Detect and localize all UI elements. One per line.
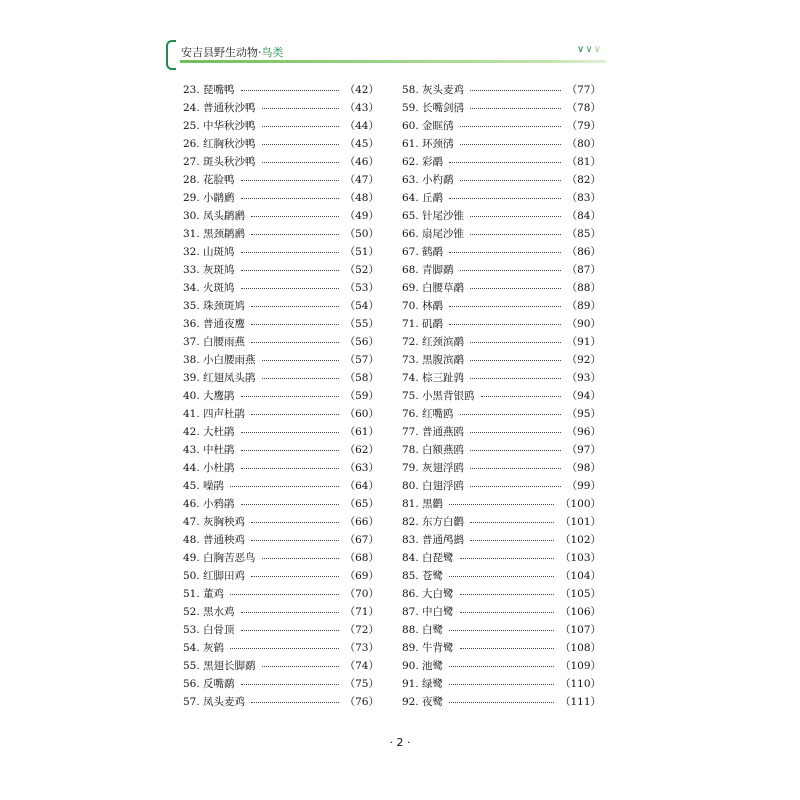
header-category: 鸟类 <box>261 46 284 59</box>
dot-leader <box>251 702 339 703</box>
toc-entry-title: 29. 小䴙䴘 <box>183 191 235 204</box>
toc-entry-title: 64. 丘鹬 <box>402 191 444 204</box>
toc-entry-title: 79. 灰翅浮鸥 <box>402 461 465 474</box>
header-chevrons <box>577 44 602 55</box>
toc-entry-page: （54） <box>344 299 379 312</box>
toc-entry-title: 71. 矶鹬 <box>402 317 444 330</box>
toc-entry-page: （107） <box>559 623 601 636</box>
dot-leader <box>470 450 561 451</box>
header-book-title: 安吉县野生动物 <box>181 46 258 59</box>
toc-entry-title: 45. 噪鹃 <box>183 479 225 492</box>
dot-leader <box>470 108 561 109</box>
toc-entry-page: （109） <box>559 659 601 672</box>
dot-leader <box>230 486 339 487</box>
dot-leader <box>460 126 561 127</box>
dot-leader <box>241 432 339 433</box>
toc-entry <box>183 692 379 710</box>
toc-entry-title: 26. 红胸秋沙鸭 <box>183 137 256 150</box>
toc-entry <box>402 260 601 278</box>
toc-entry <box>183 602 379 620</box>
toc-entry-title: 61. 环颈鸻 <box>402 137 454 150</box>
toc-entry-page: （89） <box>566 299 601 312</box>
toc-entry <box>183 116 379 134</box>
toc-entry-page: （80） <box>566 137 601 150</box>
dot-leader <box>262 666 339 667</box>
toc-entry <box>183 656 379 674</box>
toc-entry <box>402 116 601 134</box>
toc-entry <box>183 206 379 224</box>
toc-entry <box>402 422 601 440</box>
toc-column-right <box>402 80 601 710</box>
toc-entry-page: （67） <box>344 533 379 546</box>
toc-entry-title: 83. 普通鸬鹚 <box>402 533 465 546</box>
toc-entry-title: 90. 池鹭 <box>402 659 444 672</box>
toc-entry-title: 78. 白额燕鸥 <box>402 443 465 456</box>
toc-entry-page: （86） <box>566 245 601 258</box>
toc-entry-page: （102） <box>559 533 601 546</box>
toc-entry-title: 89. 牛背鹭 <box>402 641 454 654</box>
toc-entry-title: 36. 普通夜鹰 <box>183 317 246 330</box>
toc-entry-page: （91） <box>566 335 601 348</box>
toc-entry-page: （76） <box>344 695 379 708</box>
toc-entry <box>402 638 601 656</box>
toc-entry-title: 50. 红脚田鸡 <box>183 569 246 582</box>
dot-leader <box>251 342 339 343</box>
dot-leader <box>262 144 339 145</box>
dot-leader <box>470 234 561 235</box>
dot-leader <box>470 432 561 433</box>
toc-entry <box>402 548 601 566</box>
toc-entry-page: （101） <box>559 515 601 528</box>
dot-leader <box>470 540 554 541</box>
dot-leader <box>449 306 561 307</box>
dot-leader <box>470 468 561 469</box>
toc-entry <box>402 98 601 116</box>
toc-entry-page: （66） <box>344 515 379 528</box>
toc-entry-title: 32. 山斑鸠 <box>183 245 235 258</box>
dot-leader <box>251 306 339 307</box>
toc-entry-page: （96） <box>566 425 601 438</box>
toc-entry-page: （110） <box>559 677 601 690</box>
toc-entry <box>183 170 379 188</box>
dot-leader <box>251 540 339 541</box>
toc-entry-page: （90） <box>566 317 601 330</box>
toc-entry-page: （105） <box>559 587 601 600</box>
toc-entry <box>402 80 601 98</box>
toc-entry-page: （75） <box>344 677 379 690</box>
dot-leader <box>251 216 339 217</box>
toc-entry-page: （43） <box>344 101 379 114</box>
dot-leader <box>241 252 339 253</box>
toc-entry-title: 54. 灰鹤 <box>183 641 225 654</box>
dot-leader <box>241 450 339 451</box>
toc-entry-page: （65） <box>344 497 379 510</box>
dot-leader <box>262 162 339 163</box>
toc-entry-page: （46） <box>344 155 379 168</box>
toc-entry-page: （52） <box>344 263 379 276</box>
toc-entry-page: （68） <box>344 551 379 564</box>
toc-entry <box>402 332 601 350</box>
toc-entry-page: （78） <box>566 101 601 114</box>
dot-leader <box>470 378 561 379</box>
dot-leader <box>460 558 554 559</box>
dot-leader <box>460 180 561 181</box>
toc-entry-page: （61） <box>344 425 379 438</box>
toc-entry <box>183 620 379 638</box>
toc-entry <box>402 602 601 620</box>
toc-entry <box>183 98 379 116</box>
toc-entry-page: （83） <box>566 191 601 204</box>
dot-leader <box>449 162 561 163</box>
toc-entry <box>183 494 379 512</box>
header-separator: · <box>258 46 262 59</box>
toc-entry-title: 37. 白腰雨燕 <box>183 335 246 348</box>
toc-entry <box>402 458 601 476</box>
toc-entry-title: 85. 苍鹭 <box>402 569 444 582</box>
dot-leader <box>449 576 554 577</box>
toc-entry <box>402 242 601 260</box>
dot-leader <box>460 648 554 649</box>
toc-entry-title: 74. 棕三趾鹑 <box>402 371 465 384</box>
toc-entry <box>402 476 601 494</box>
dot-leader <box>460 144 561 145</box>
toc-entry-page: （97） <box>566 443 601 456</box>
toc-entry-title: 27. 斑头秋沙鸭 <box>183 155 256 168</box>
toc-entry-page: （95） <box>566 407 601 420</box>
toc-entry-page: （60） <box>344 407 379 420</box>
dot-leader <box>449 702 554 703</box>
toc-entry <box>183 314 379 332</box>
toc-entry-page: （73） <box>344 641 379 654</box>
toc-entry <box>183 566 379 584</box>
toc-entry <box>402 674 601 692</box>
dot-leader <box>251 414 339 415</box>
toc-entry-page: （55） <box>344 317 379 330</box>
toc-entry-title: 59. 长嘴剑鸻 <box>402 101 465 114</box>
toc-entry <box>183 332 379 350</box>
toc-entry <box>183 224 379 242</box>
chevron-down-icon: ∨ <box>585 44 594 55</box>
toc-entry-title: 53. 白骨顶 <box>183 623 235 636</box>
toc-entry-title: 57. 凤头麦鸡 <box>183 695 246 708</box>
toc-entry-title: 28. 花脸鸭 <box>183 173 235 186</box>
toc-entry-title: 76. 红嘴鸥 <box>402 407 454 420</box>
toc-entry <box>402 278 601 296</box>
toc-entry <box>183 242 379 260</box>
toc-entry-page: （108） <box>559 641 601 654</box>
toc-entry-title: 44. 小杜鹃 <box>183 461 235 474</box>
toc-entry <box>183 476 379 494</box>
toc-entry-page: （71） <box>344 605 379 618</box>
dot-leader <box>241 396 339 397</box>
page-number: · 2 · <box>389 736 411 749</box>
toc-entry <box>183 638 379 656</box>
toc-entry-title: 65. 针尾沙锥 <box>402 209 465 222</box>
toc-entry-title: 39. 红翅凤头鹃 <box>183 371 256 384</box>
toc-entry-page: （56） <box>344 335 379 348</box>
toc-entry <box>183 548 379 566</box>
toc-entry-page: （63） <box>344 461 379 474</box>
dot-leader <box>230 648 339 649</box>
dot-leader <box>262 126 339 127</box>
toc-entry-title: 43. 中杜鹃 <box>183 443 235 456</box>
toc-entry-page: （103） <box>559 551 601 564</box>
dot-leader <box>449 666 554 667</box>
toc-entry-title: 62. 彩鹬 <box>402 155 444 168</box>
toc-entry-page: （104） <box>559 569 601 582</box>
toc-entry-page: （93） <box>566 371 601 384</box>
toc-entry-page: （100） <box>559 497 601 510</box>
dot-leader <box>449 630 554 631</box>
toc-entry-title: 70. 林鹬 <box>402 299 444 312</box>
toc-entry-title: 58. 灰头麦鸡 <box>402 83 465 96</box>
dot-leader <box>449 198 561 199</box>
toc-entry-title: 33. 灰斑鸠 <box>183 263 235 276</box>
toc-entry <box>183 404 379 422</box>
toc-entry <box>183 440 379 458</box>
toc-entry <box>183 188 379 206</box>
toc-entry-page: （62） <box>344 443 379 456</box>
toc-entry <box>402 494 601 512</box>
toc-entry-page: （88） <box>566 281 601 294</box>
toc-entry-title: 34. 火斑鸠 <box>183 281 235 294</box>
toc-entry <box>402 224 601 242</box>
dot-leader <box>460 594 554 595</box>
toc-entry-title: 72. 红颈滨鹬 <box>402 335 465 348</box>
toc-entry-title: 48. 普通秧鸡 <box>183 533 246 546</box>
header-title <box>181 44 284 60</box>
dot-leader <box>262 360 339 361</box>
toc-entry-page: （81） <box>566 155 601 168</box>
toc-entry-title: 91. 绿鹭 <box>402 677 444 690</box>
toc-entry <box>183 296 379 314</box>
toc-entry-page: （82） <box>566 173 601 186</box>
toc-entry <box>183 80 379 98</box>
toc-entry <box>183 152 379 170</box>
dot-leader <box>241 468 339 469</box>
toc-entry-title: 68. 青脚鹬 <box>402 263 454 276</box>
toc-entry <box>402 314 601 332</box>
toc-entry-page: （58） <box>344 371 379 384</box>
toc-entry <box>402 530 601 548</box>
toc-entry-page: （111） <box>559 695 601 708</box>
toc-entry <box>183 512 379 530</box>
toc-entry-page: （77） <box>566 83 601 96</box>
header-rule <box>180 60 606 63</box>
dot-leader <box>230 594 339 595</box>
dot-leader <box>262 378 339 379</box>
toc-entry-title: 47. 灰胸秧鸡 <box>183 515 246 528</box>
toc-entry-title: 49. 白胸苦恶鸟 <box>183 551 256 564</box>
toc-entry-page: （53） <box>344 281 379 294</box>
toc-entry-title: 23. 琵嘴鸭 <box>183 83 235 96</box>
toc-entry-page: （64） <box>344 479 379 492</box>
toc-entry-page: （47） <box>344 173 379 186</box>
dot-leader <box>470 216 561 217</box>
toc-entry-page: （99） <box>566 479 601 492</box>
dot-leader <box>241 288 339 289</box>
toc-entry-title: 81. 黑鹳 <box>402 497 444 510</box>
dot-leader <box>241 180 339 181</box>
toc-entry-title: 82. 东方白鹳 <box>402 515 465 528</box>
toc-entry <box>402 170 601 188</box>
toc-entry-title: 73. 黑腹滨鹬 <box>402 353 465 366</box>
dot-leader <box>251 576 339 577</box>
toc-entry <box>402 404 601 422</box>
dot-leader <box>460 270 561 271</box>
toc-entry-page: （48） <box>344 191 379 204</box>
toc-entry <box>402 584 601 602</box>
toc-entry <box>183 386 379 404</box>
toc-column-left <box>183 80 379 710</box>
toc-entry <box>183 278 379 296</box>
toc-entry-title: 31. 黑颈䴙䴘 <box>183 227 246 240</box>
dot-leader <box>241 612 339 613</box>
toc-entry-page: （49） <box>344 209 379 222</box>
toc-entry <box>402 692 601 710</box>
toc-entry <box>183 422 379 440</box>
toc-entry <box>402 656 601 674</box>
toc-entry-page: （87） <box>566 263 601 276</box>
toc-entry <box>402 296 601 314</box>
toc-entry-title: 51. 董鸡 <box>183 587 225 600</box>
dot-leader <box>470 486 561 487</box>
toc-entry-page: （106） <box>559 605 601 618</box>
toc-entry-title: 55. 黑翅长脚鹬 <box>183 659 256 672</box>
toc-entry-title: 63. 小杓鹬 <box>402 173 454 186</box>
toc-entry-title: 75. 小黑背银鸥 <box>402 389 475 402</box>
toc-entry <box>183 458 379 476</box>
chevron-down-icon: ∨ <box>593 44 602 55</box>
dot-leader <box>481 396 561 397</box>
toc-entry-title: 38. 小白腰雨燕 <box>183 353 256 366</box>
dot-leader <box>241 90 339 91</box>
toc-entry-title: 86. 大白鹭 <box>402 587 454 600</box>
toc-entry-page: （69） <box>344 569 379 582</box>
toc-entry-page: （94） <box>566 389 601 402</box>
toc-entry-title: 24. 普通秋沙鸭 <box>183 101 256 114</box>
dot-leader <box>241 684 339 685</box>
dot-leader <box>449 684 554 685</box>
toc-entry-title: 35. 珠颈斑鸠 <box>183 299 246 312</box>
dot-leader <box>241 630 339 631</box>
dot-leader <box>470 360 561 361</box>
dot-leader <box>241 198 339 199</box>
dot-leader <box>241 504 339 505</box>
toc-entry <box>402 134 601 152</box>
toc-entry-title: 88. 白鹭 <box>402 623 444 636</box>
toc-entry <box>402 188 601 206</box>
dot-leader <box>251 324 339 325</box>
toc-entry-title: 66. 扇尾沙锥 <box>402 227 465 240</box>
dot-leader <box>251 522 339 523</box>
toc-entry <box>402 350 601 368</box>
dot-leader <box>470 522 554 523</box>
toc-entry-page: （45） <box>344 137 379 150</box>
dot-leader <box>251 234 339 235</box>
toc-entry <box>183 368 379 386</box>
dot-leader <box>262 108 339 109</box>
toc-entry-page: （85） <box>566 227 601 240</box>
toc-entry-page: （70） <box>344 587 379 600</box>
toc-entry <box>402 368 601 386</box>
toc-entry-page: （74） <box>344 659 379 672</box>
toc-entry-title: 42. 大杜鹃 <box>183 425 235 438</box>
toc-entry-title: 46. 小鸦鹃 <box>183 497 235 510</box>
toc-entry <box>402 566 601 584</box>
toc-entry-title: 25. 中华秋沙鸭 <box>183 119 256 132</box>
toc-entry <box>402 206 601 224</box>
header-bracket-ornament <box>166 40 176 70</box>
running-header <box>166 38 606 68</box>
chevron-down-icon: ∨ <box>577 44 586 55</box>
toc-entry <box>183 350 379 368</box>
toc-entry <box>183 674 379 692</box>
toc-entry-title: 41. 四声杜鹃 <box>183 407 246 420</box>
dot-leader <box>241 270 339 271</box>
dot-leader <box>449 324 561 325</box>
toc-entry <box>183 584 379 602</box>
dot-leader <box>460 414 561 415</box>
toc-entry-title: 84. 白琵鹭 <box>402 551 454 564</box>
toc-entry-title: 87. 中白鹭 <box>402 605 454 618</box>
toc-entry-page: （44） <box>344 119 379 132</box>
toc-entry-page: （84） <box>566 209 601 222</box>
toc-entry <box>402 440 601 458</box>
dot-leader <box>470 342 561 343</box>
toc-entry-title: 30. 凤头䴙䴘 <box>183 209 246 222</box>
toc-entry <box>183 530 379 548</box>
toc-entry-page: （92） <box>566 353 601 366</box>
dot-leader <box>262 558 339 559</box>
toc-entry-title: 69. 白腰草鹬 <box>402 281 465 294</box>
toc-entry-page: （42） <box>344 83 379 96</box>
toc-entry-page: （79） <box>566 119 601 132</box>
toc-entry <box>402 512 601 530</box>
toc-entry-title: 67. 鹤鹬 <box>402 245 444 258</box>
toc-entry <box>183 134 379 152</box>
toc-entry-title: 80. 白翅浮鸥 <box>402 479 465 492</box>
toc-entry-page: （72） <box>344 623 379 636</box>
toc-entry-title: 60. 金眶鸻 <box>402 119 454 132</box>
toc-entry-page: （59） <box>344 389 379 402</box>
dot-leader <box>449 504 554 505</box>
dot-leader <box>470 90 561 91</box>
toc-entry-page: （51） <box>344 245 379 258</box>
dot-leader <box>470 288 561 289</box>
toc-entry <box>402 620 601 638</box>
toc-entry-title: 52. 黑水鸡 <box>183 605 235 618</box>
toc-entry-page: （57） <box>344 353 379 366</box>
toc-entry-title: 77. 普通燕鸥 <box>402 425 465 438</box>
toc-entry-title: 56. 反嘴鹬 <box>183 677 235 690</box>
toc-entry-title: 40. 大鹰鹃 <box>183 389 235 402</box>
dot-leader <box>460 612 554 613</box>
toc-entry <box>402 386 601 404</box>
toc-entry-page: （98） <box>566 461 601 474</box>
toc-entry <box>183 260 379 278</box>
toc-entry <box>402 152 601 170</box>
dot-leader <box>449 252 561 253</box>
toc-entry-page: （50） <box>344 227 379 240</box>
toc-entry-title: 92. 夜鹭 <box>402 695 444 708</box>
